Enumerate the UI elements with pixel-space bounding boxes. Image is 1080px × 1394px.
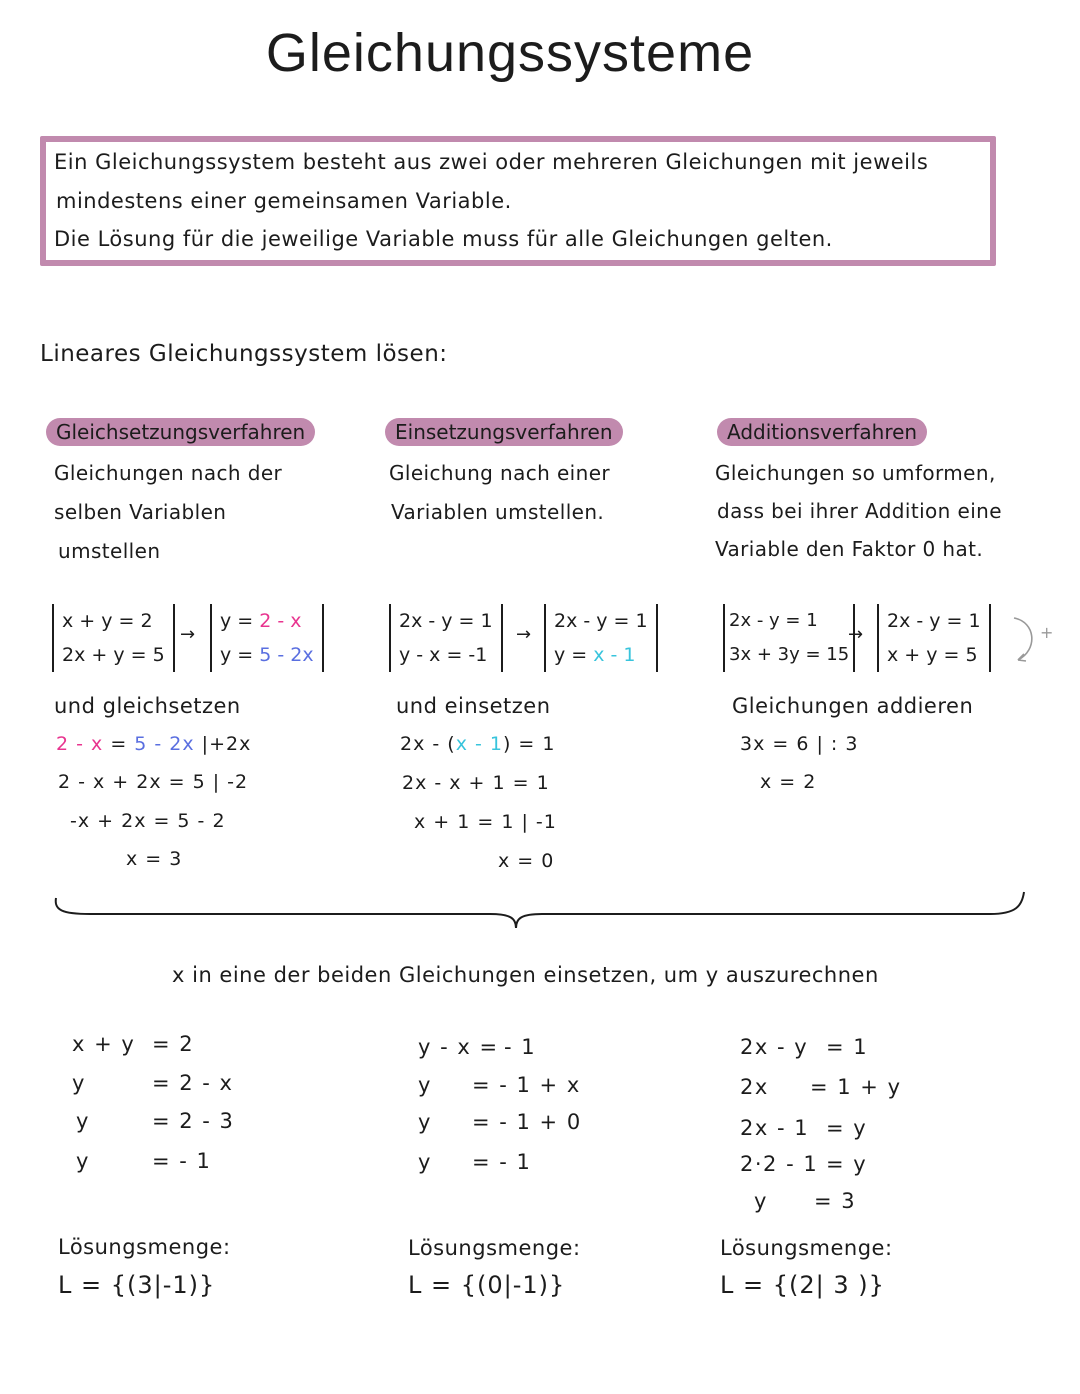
equation: 2x - y = 1: [399, 610, 493, 632]
equation: y = x - 1: [554, 644, 636, 666]
y-calc-2-rhs-3: = - 1 + 0: [472, 1110, 582, 1134]
method-1-system-right: [210, 604, 324, 672]
equation: x + y = 2: [62, 610, 153, 632]
method-3-system-right: [877, 604, 991, 672]
highlight-pink: 2 - x: [56, 733, 104, 755]
page-title: Gleichungssysteme: [265, 23, 755, 83]
arrow-icon: →: [180, 624, 196, 645]
equation: 3x + 3y = 15: [729, 644, 850, 665]
method-1-title: Gleichsetzungsverfahren: [46, 418, 315, 446]
highlight-cyan: x - 1: [593, 644, 636, 666]
y-calc-2-rhs-1: - 1: [504, 1035, 537, 1059]
y-calc-2-lhs-1: y - x =: [418, 1035, 499, 1059]
y-calc-1-lhs-3: y: [76, 1109, 90, 1133]
method-1-step-2: 2 - x + 2x = 5 | -2: [58, 771, 249, 793]
method-2-desc-1: Gleichung nach einer: [389, 461, 611, 485]
method-1-desc-3: umstellen: [58, 539, 161, 563]
method-2-step-3: x + 1 = 1 | -1: [414, 811, 557, 833]
y-calc-1-lhs-4: y: [76, 1149, 90, 1173]
equation: 2x + y = 5: [62, 644, 165, 666]
highlight-blue: 5 - 2x: [134, 733, 195, 755]
method-2-desc-2: Variablen umstellen.: [391, 500, 605, 524]
y-calc-3-lhs-3: 2x - 1: [740, 1116, 810, 1140]
method-2-system-right: [544, 604, 658, 672]
solution-2: L = {(0|-1)}: [408, 1271, 566, 1299]
method-2-eq1: 2x - (x - 1) = 1: [400, 733, 556, 755]
method-2-step-4: x = 0: [498, 850, 555, 872]
y-calc-3-rhs-2: = 1 + y: [810, 1075, 902, 1099]
arrow-icon: →: [848, 624, 864, 645]
equation: y = 5 - 2x: [220, 644, 314, 666]
y-calc-3-rhs-1: = 1: [826, 1035, 869, 1059]
y-calc-3-rhs-4: = y: [826, 1152, 868, 1176]
y-calc-1-lhs-2: y: [72, 1071, 86, 1095]
equation: x + y = 5: [887, 644, 978, 666]
method-2-step-label: und einsetzen: [396, 694, 551, 718]
method-1-step-label: und gleichsetzen: [54, 694, 241, 718]
highlight-cyan: x - 1: [455, 733, 503, 755]
y-calc-1-rhs-2: = 2 - x: [152, 1071, 234, 1095]
method-1-desc-1: Gleichungen nach der: [54, 461, 283, 485]
y-calc-3-rhs-3: = y: [826, 1116, 868, 1140]
method-2-system-left: [389, 604, 503, 672]
solution-1: L = {(3|-1)}: [58, 1271, 216, 1299]
y-calc-1-rhs-4: = - 1: [152, 1149, 212, 1173]
method-1-system-left: [52, 604, 175, 672]
method-3-step-2: x = 2: [760, 771, 817, 793]
y-calc-3-lhs-5: y: [754, 1189, 768, 1213]
y-calc-2-rhs-4: = - 1: [472, 1150, 532, 1174]
section-title: Lineares Gleichungssystem lösen:: [40, 341, 448, 367]
y-calc-1-lhs-1: x + y: [72, 1032, 136, 1056]
method-3-title: Additionsverfahren: [717, 418, 927, 446]
method-1-desc-2: selben Variablen: [54, 500, 227, 524]
brace-text: x in eine der beiden Gleichungen einsetzen, um y auszurechnen: [172, 963, 879, 987]
definition-line-2: mindestens einer gemeinsamen Variable.: [56, 189, 512, 213]
definition-line-1: Ein Gleichungssystem besteht aus zwei oder mehreren Gleichungen mit jeweils: [54, 150, 929, 174]
method-3-step-1: 3x = 6 | : 3: [740, 733, 859, 755]
solution-2-label: Lösungsmenge:: [408, 1236, 581, 1260]
arrow-icon: →: [516, 624, 532, 645]
equation: 2x - y = 1: [554, 610, 648, 632]
y-calc-2-rhs-2: = - 1 + x: [472, 1073, 581, 1097]
method-1-step-4: x = 3: [126, 848, 183, 870]
method-2-title: Einsetzungsverfahren: [385, 418, 623, 446]
y-calc-2-lhs-4: y: [418, 1150, 432, 1174]
solution-3-label: Lösungsmenge:: [720, 1236, 893, 1260]
method-3-desc-2: dass bei ihrer Addition eine: [717, 499, 1002, 523]
equation: y = 2 - x: [220, 610, 302, 632]
method-1-eq1: 2 - x = 5 - 2x |+2x: [56, 733, 252, 755]
y-calc-3-lhs-1: 2x - y: [740, 1035, 809, 1059]
equation: 2x - y = 1: [887, 610, 981, 632]
method-3-desc-3: Variable den Faktor 0 hat.: [715, 537, 984, 561]
y-calc-3-rhs-5: = 3: [814, 1189, 857, 1213]
y-calc-3-lhs-2: 2x: [740, 1075, 769, 1099]
equation: y - x = -1: [399, 644, 488, 666]
y-calc-1-rhs-3: = 2 - 3: [152, 1109, 235, 1133]
y-calc-1-rhs-1: = 2: [152, 1032, 195, 1056]
method-3-system-left: [723, 604, 855, 672]
highlight-blue: 5 - 2x: [259, 644, 314, 666]
definition-line-3: Die Lösung für die jeweilige Variable muss für alle Gleichungen gelten.: [54, 227, 833, 251]
method-3-desc-1: Gleichungen so umformen,: [715, 461, 996, 485]
method-3-step-label: Gleichungen addieren: [732, 694, 974, 718]
method-1-step-3: -x + 2x = 5 - 2: [70, 810, 226, 832]
solution-3: L = {(2| 3 )}: [720, 1271, 885, 1299]
y-calc-2-lhs-2: y: [418, 1073, 432, 1097]
curly-brace: [50, 888, 1030, 932]
equation: 2x - y = 1: [729, 610, 818, 631]
y-calc-2-lhs-3: y: [418, 1110, 432, 1134]
plus-mark: +: [1040, 623, 1054, 642]
solution-1-label: Lösungsmenge:: [58, 1235, 231, 1259]
y-calc-3-lhs-4: 2·2 - 1: [740, 1152, 819, 1176]
highlight-pink: 2 - x: [259, 610, 302, 632]
method-2-step-2: 2x - x + 1 = 1: [402, 772, 550, 794]
